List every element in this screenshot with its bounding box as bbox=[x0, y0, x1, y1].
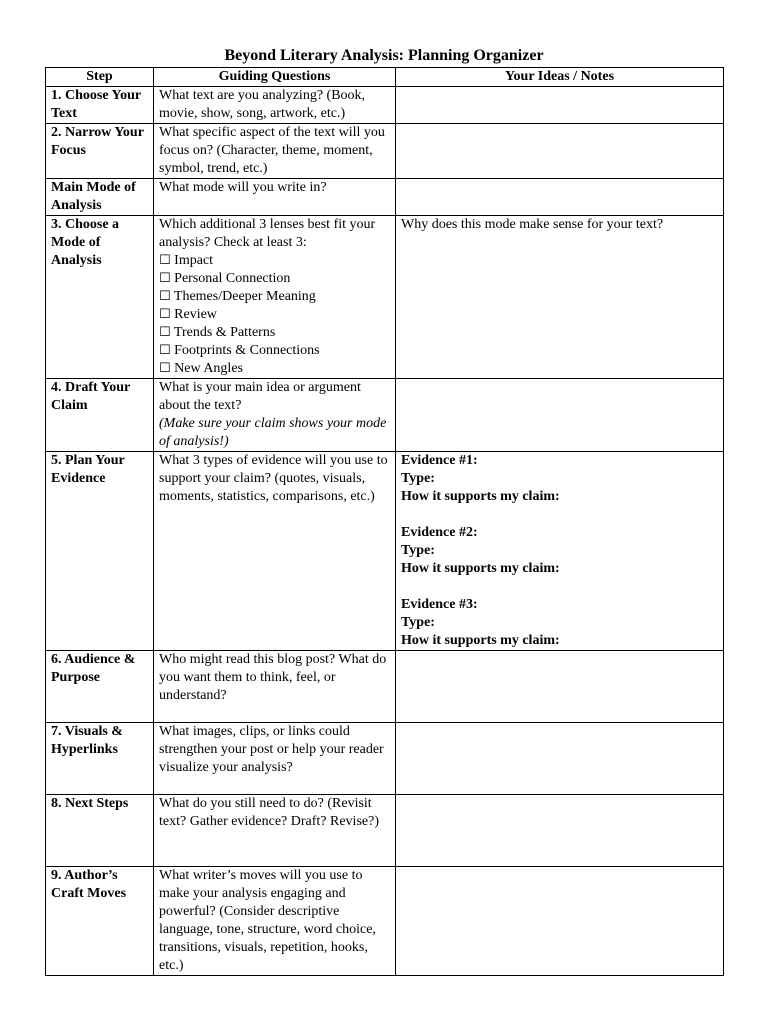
header-step: Step bbox=[46, 68, 154, 87]
question-cell: What mode will you write in? bbox=[154, 179, 396, 216]
checkbox-label: New Angles bbox=[174, 361, 243, 376]
table-row bbox=[46, 795, 724, 867]
step-cell: 1. Choose Your Text bbox=[46, 87, 154, 124]
question-cell: Who might read this blog post? What do you want them to think, feel, or understand? bbox=[154, 651, 396, 723]
step-cell: 5. Plan Your Evidence bbox=[46, 452, 154, 651]
checkbox-label: Review bbox=[174, 307, 217, 322]
step-cell: 8. Next Steps bbox=[46, 795, 154, 867]
question-cell: What specific aspect of the text will you focus on? (Character, theme, moment, symbol, trend, etc.) bbox=[154, 124, 396, 179]
checkbox-option[interactable] bbox=[159, 288, 390, 306]
notes-cell[interactable] bbox=[396, 651, 724, 723]
question-cell: What text are you analyzing? (Book, movie, show, song, artwork, etc.) bbox=[154, 87, 396, 124]
checkbox-icon[interactable]: ☐ bbox=[159, 307, 171, 322]
notes-cell[interactable] bbox=[396, 179, 724, 216]
notes-cell[interactable] bbox=[396, 379, 724, 452]
evidence-support-label: How it supports my claim: bbox=[401, 489, 560, 504]
header-guiding-questions: Guiding Questions bbox=[154, 68, 396, 87]
table-row bbox=[46, 124, 724, 179]
step-cell: 7. Visuals & Hyperlinks bbox=[46, 723, 154, 795]
notes-cell[interactable]: Why does this mode make sense for your text? bbox=[396, 216, 724, 379]
evidence-label: Evidence #1: bbox=[401, 453, 478, 468]
table-row bbox=[46, 179, 724, 216]
question-note: (Make sure your claim shows your mode of analysis!) bbox=[159, 416, 387, 449]
evidence-support-label: How it supports my claim: bbox=[401, 561, 560, 576]
step-cell: 2. Narrow Your Focus bbox=[46, 124, 154, 179]
table-row bbox=[46, 379, 724, 452]
notes-cell[interactable] bbox=[396, 87, 724, 124]
checkbox-label: Themes/Deeper Meaning bbox=[173, 289, 316, 304]
checkbox-option[interactable] bbox=[159, 360, 390, 378]
header-your-ideas-notes: Your Ideas / Notes bbox=[396, 68, 724, 87]
spacer bbox=[401, 506, 718, 524]
checkbox-icon[interactable]: ☐ bbox=[159, 325, 171, 340]
evidence-type-label: Type: bbox=[401, 615, 435, 630]
checkbox-icon[interactable]: ☐ bbox=[159, 289, 171, 304]
question-cell bbox=[154, 216, 396, 379]
question-cell: What images, clips, or links could strengthen your post or help your reader visualize your analysis? bbox=[154, 723, 396, 795]
spacer bbox=[401, 578, 718, 596]
table-row bbox=[46, 87, 724, 124]
evidence-type-label: Type: bbox=[401, 543, 435, 558]
checkbox-option[interactable] bbox=[159, 306, 390, 324]
checkbox-icon[interactable]: ☐ bbox=[159, 271, 171, 286]
checkbox-icon[interactable]: ☐ bbox=[159, 361, 171, 376]
notes-cell[interactable] bbox=[396, 723, 724, 795]
notes-cell[interactable] bbox=[396, 795, 724, 867]
table-row bbox=[46, 216, 724, 379]
question-cell: What writer’s moves will you use to make your analysis engaging and powerful? (Consider descriptive language, tone, structure, word choice, transitions, visuals, repetition, hooks, etc.) bbox=[154, 867, 396, 976]
header-row bbox=[46, 68, 724, 87]
question-cell bbox=[154, 379, 396, 452]
table-row bbox=[46, 452, 724, 651]
table-row bbox=[46, 867, 724, 976]
checkbox-label: Footprints & Connections bbox=[174, 343, 320, 358]
evidence-label: Evidence #2: bbox=[401, 525, 478, 540]
question-text: Which additional 3 lenses best fit your analysis? Check at least 3: bbox=[159, 217, 376, 250]
evidence-label: Evidence #3: bbox=[401, 597, 478, 612]
checkbox-option[interactable] bbox=[159, 252, 390, 270]
notes-cell[interactable] bbox=[396, 867, 724, 976]
evidence-type-label: Type: bbox=[401, 471, 435, 486]
evidence-support-label: How it supports my claim: bbox=[401, 633, 560, 648]
question-cell: What 3 types of evidence will you use to support your claim? (quotes, visuals, moments, statistics, comparisons, etc.) bbox=[154, 452, 396, 651]
step-cell: 3. Choose a Mode of Analysis bbox=[46, 216, 154, 379]
checkbox-label: Trends & Patterns bbox=[173, 325, 276, 340]
step-cell: 9. Author’s Craft Moves bbox=[46, 867, 154, 976]
page-title: Beyond Literary Analysis: Planning Organizer bbox=[224, 47, 544, 64]
checkbox-icon[interactable]: ☐ bbox=[159, 253, 171, 268]
table-row bbox=[46, 651, 724, 723]
question-cell: What do you still need to do? (Revisit text? Gather evidence? Draft? Revise?) bbox=[154, 795, 396, 867]
table-row bbox=[46, 723, 724, 795]
checkbox-label: Personal Connection bbox=[174, 271, 291, 286]
checkbox-option[interactable] bbox=[159, 270, 390, 288]
planning-organizer-table bbox=[45, 67, 724, 976]
step-cell: 6. Audience & Purpose bbox=[46, 651, 154, 723]
checkbox-option[interactable] bbox=[159, 324, 390, 342]
checkbox-option[interactable] bbox=[159, 342, 390, 360]
checkbox-icon[interactable]: ☐ bbox=[159, 343, 171, 358]
step-cell: Main Mode of Analysis bbox=[46, 179, 154, 216]
checkbox-label: Impact bbox=[174, 253, 214, 268]
notes-cell[interactable] bbox=[396, 452, 724, 651]
notes-cell[interactable] bbox=[396, 124, 724, 179]
step-cell: 4. Draft Your Claim bbox=[46, 379, 154, 452]
question-text: What is your main idea or argument about the text? bbox=[159, 380, 361, 413]
